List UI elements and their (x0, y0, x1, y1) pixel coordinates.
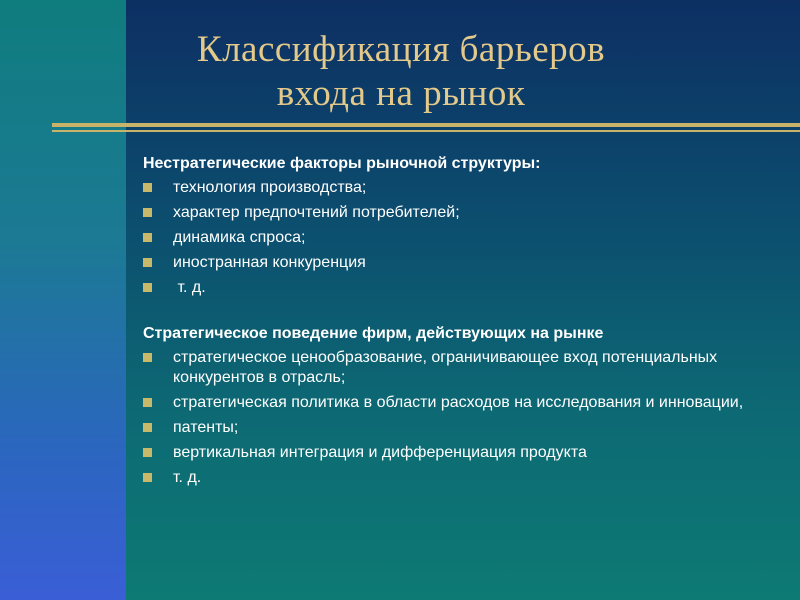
square-bullet-icon (143, 283, 152, 292)
square-bullet-icon (143, 423, 152, 432)
list-item (143, 348, 783, 388)
list-item (143, 178, 783, 198)
square-bullet-icon (143, 208, 152, 217)
slide-body (143, 154, 783, 493)
list-item (143, 443, 783, 463)
strategic-behavior-list (143, 348, 783, 488)
square-bullet-icon (143, 258, 152, 267)
square-bullet-icon (143, 398, 152, 407)
list-item-text: характер предпочтений потребителей; (173, 204, 460, 221)
square-bullet-icon (143, 233, 152, 242)
list-item-text: стратегическое ценообразование, ограничивающее вход потенциальных конкурентов в отрасль; (173, 349, 718, 386)
list-item-text: иностранная конкуренция (173, 254, 366, 271)
title-divider-thick (52, 123, 800, 127)
list-item (143, 468, 783, 488)
sidebar-band (0, 0, 126, 600)
list-item (143, 418, 783, 438)
section-heading-nonstrategic: Нестратегические факторы рыночной структуры: (143, 155, 541, 172)
list-item-text: технология производства; (173, 179, 367, 196)
list-item-text: динамика спроса; (173, 229, 306, 246)
slide-title (126, 28, 676, 116)
list-item (143, 228, 783, 248)
title-divider-thin (52, 130, 800, 132)
square-bullet-icon (143, 353, 152, 362)
list-item-text: патенты; (173, 419, 239, 436)
nonstrategic-factors-list (143, 178, 783, 298)
square-bullet-icon (143, 183, 152, 192)
list-item-text: стратегическая политика в области расходов на исследования и инновации, (173, 394, 744, 411)
list-item (143, 203, 783, 223)
list-item-text: вертикальная интеграция и дифференциация продукта (173, 444, 587, 461)
list-item (143, 253, 783, 273)
square-bullet-icon (143, 448, 152, 457)
section-heading-strategic: Стратегическое поведение фирм, действующих на рынке (143, 325, 604, 342)
list-item (143, 393, 783, 413)
list-item (143, 278, 783, 298)
list-item-text: т. д. (173, 469, 202, 486)
slide-title-line-1: Классификация барьеров (196, 29, 606, 70)
slide-title-line-2: входа на рынок (276, 73, 526, 114)
list-item-text: т. д. (173, 279, 206, 296)
square-bullet-icon (143, 473, 152, 482)
